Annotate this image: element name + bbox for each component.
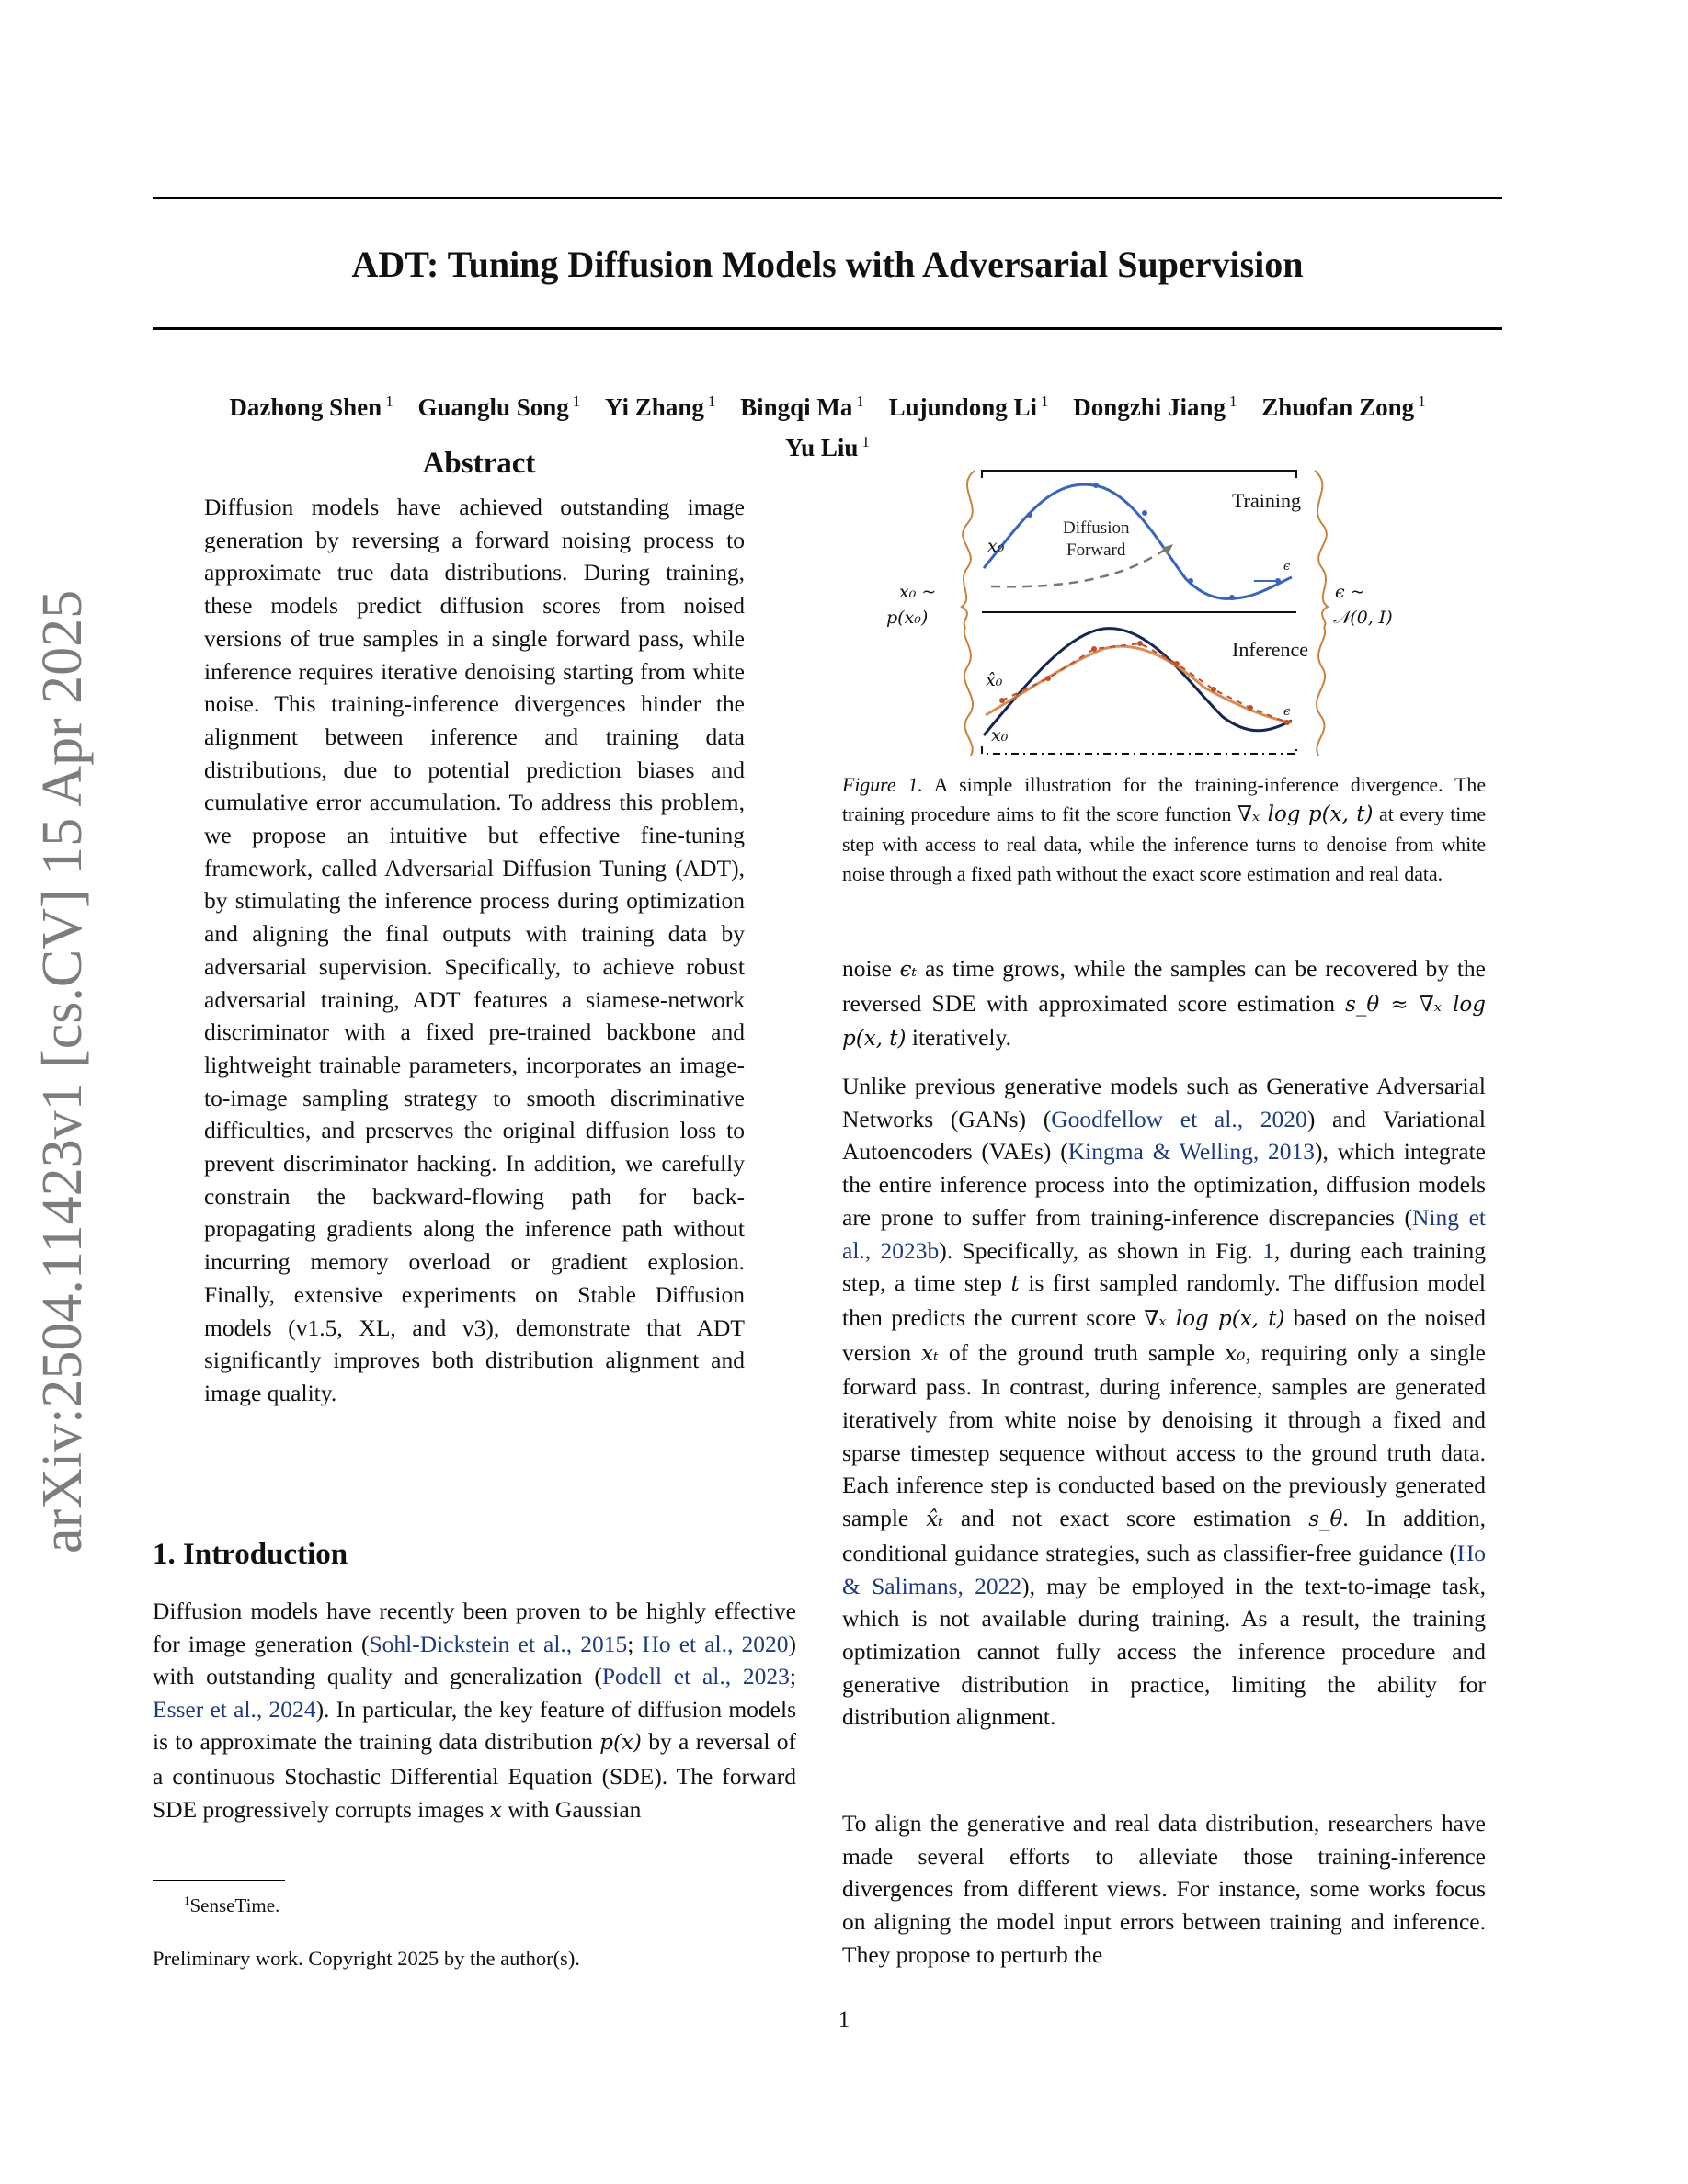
x0-top-label: x₀ [987,536,1005,556]
right-paragraph-1: noise ϵₜ as time grows, while the samples can be recovered by the reversed SDE with approximated score estimation s_θ ≈ ∇ₓ log p(x, t) iteratively. [842,955,1486,1052]
left-brace-bottom [964,627,973,756]
math-inline: x₀ [1225,1341,1246,1366]
paper-title: ADT: Tuning Diffusion Models with Adversarial Supervision [351,244,1304,285]
left-dist-label-1: x₀ ~ [899,582,937,602]
math-inline: ∇ₓ log p(x, t) [1144,1306,1285,1331]
author: Zhuofan Zong $^1$ [1261,392,1426,421]
author: Guanglu Song $^1$ [417,392,581,421]
math-inline: ∇ₓ log p(x, t) [1237,802,1374,827]
right-brace-top [1315,471,1328,627]
citation-link[interactable]: Podell et al., 2023 [601,1663,790,1690]
right-dist-label-2: 𝒩(0, I) [1333,608,1393,628]
right-dist-label-1: ϵ ~ [1335,582,1365,602]
math-inline: ϵₜ [899,958,918,982]
author: Bingqi Ma $^1$ [740,392,864,421]
diffusion-label: Diffusion [1063,518,1130,538]
citation-link[interactable]: Kingma & Welling, 2013 [1067,1138,1316,1166]
citation-link[interactable]: Ho et al., 2020 [642,1630,789,1657]
footnote-rule [153,1880,285,1881]
math-inline: t [1010,1272,1020,1297]
right-paragraph-3: To align the generative and real data distribution, researchers have made several efforts to alleviate those training-inference divergences from different views. For instance, some works focus on aligning the model input errors between training and inference. They propose to perturb the [842,1810,1486,1968]
figure-1-caption: Figure 1. A simple illustration for the training-inference divergence. The training procedure aims to fit the score function ∇ₓ log p(x, t) at every time step with access to real data, while the inference turns to denoise from white noise through a fixed path without the exact score estimation and real data. [842,774,1486,886]
figure-1-diagram [883,460,1434,763]
figure-label: Figure 1. [842,774,923,796]
section-heading-introduction: 1. Introduction [153,1538,348,1571]
right-brace-bottom [1317,627,1325,756]
top-bracket [982,471,1296,478]
author: Lujundong Li $^1$ [888,392,1049,421]
intro-paragraph: Diffusion models have recently been proven to be highly effective for image generation (Sohl-Dickstein et al., 2015; Ho et al., 2020) with outstanding quality and generalization (Podell et al., 2023; Esser et al., 2024). In particular, the key feature of diffusion models is to approximate the training data distribution p(x) by a reversal of a continuous Stochastic Differential Equation (SDE). The forward SDE progressively corrupts images x with Gaussian [153,1598,797,1823]
citation-link[interactable]: Goodfellow et al., 2020 [1051,1105,1307,1132]
math-inline: s_θ [1308,1507,1343,1532]
footnote: $^1$SenseTime. [184,1894,280,1917]
math-inline: x̂ₜ [926,1507,943,1532]
x0-bottom-label: x₀ [991,725,1009,745]
arxiv-stamp: arXiv:2504.11423v1 [cs.CV] 15 Apr 2025 [31,589,94,1553]
eps-top-label: ϵ [1283,560,1291,574]
copyright-note: Preliminary work. Copyright 2025 by the author(s). [153,1947,580,1970]
author: Yu Liu $^1$ [785,433,870,461]
forward-label: Forward [1066,540,1126,560]
citation-link[interactable]: Sohl-Dickstein et al., 2015 [369,1630,628,1657]
math-inline: x [489,1798,502,1823]
citation-link[interactable]: Ho & Salimans, 2022 [842,1539,1486,1599]
abstract-text: Diffusion models have achieved outstanding image generation by reversing a forward noising process to approximate true data distributions. During training, these models predict diffusion scores from noised versions of true samples in a single forward pass, while inference requires iterative denoising starting from white noise. This training-inference divergences hinder the alignment between inference and training data distributions, due to potential prediction biases and cumulative error accumulation. To address this problem, we propose an intuitive but effective fine-tuning framework, called Adversarial Diffusion Tuning (ADT), by stimulating the inference process during optimization and aligning the final outputs with training data by adversarial supervision. Specifically, to achieve robust adversarial training, ADT features a siamese-network discriminator with a fixed pre-trained backbone and lightweight trainable parameters, incorporates an image-to-image sampling strategy to smooth discriminative difficulties, and preserves the original diffusion loss to prevent discriminator hacking. In addition, we carefully constrain the backward-flowing path for back-propagating gradients along the inference path without incurring memory overload or gradient explosion. Finally, extensive experiments on Stable Diffusion models (v1.5, XL, and v3), demonstrate that ADT significantly improves both distribution alignment and image quality. [204,494,745,1406]
citation-link[interactable]: Ning et al., 2023b [842,1203,1486,1264]
title-rule-bottom [153,327,1502,330]
math-inline: p(x) [599,1731,642,1756]
math-inline: xₜ [921,1341,939,1366]
right-paragraph-2: Unlike previous generative models such as Generative Adversarial Networks (GANs) (Goodfellow et al., 2020) and Variational Autoencoders (VAEs) (Kingma & Welling, 2013), which integrate the entire inference process into the optimization, diffusion models are prone to suffer from training-inference discrepancies (Ning et al., 2023b). Specifically, as shown in Fig. 1, during each training step, a time step t is first sampled randomly. The diffusion model then predicts the current score ∇ₓ log p(x, t) based on the noised version xₜ of the ground truth sample x₀, requiring only a single forward pass. In contrast, during inference, samples are generated iteratively from white noise by denoising it through a fixed and sparse timestep sequence without access to the ground truth data. Each inference step is conducted based on the previously generated sample x̂ₜ and not exact score estimation s_θ. In addition, conditional guidance strategies, such as classifier-free guidance (Ho & Salimans, 2022), may be employed in the text-to-image task, which is not available during training. As a result, the training optimization cannot fully access the inference procedure and generative distribution in practice, limiting the ability for distribution alignment. [842,1073,1486,1731]
author: Yi Zhang $^1$ [605,392,716,421]
author: Dazhong Shen $^1$ [229,392,393,421]
math-inline: s_θ ≈ ∇ₓ log p(x, t) [842,992,1486,1052]
training-label: Training [1232,489,1301,512]
author: Dongzhi Jiang $^1$ [1073,392,1237,421]
page-number: 1 [838,2008,850,2032]
title-rule-top [153,197,1502,199]
left-dist-label-2: p(x₀) [886,608,929,628]
x0hat-label: x̂₀ [986,670,1003,690]
inference-label: Inference [1232,638,1309,661]
abstract-heading: Abstract [422,447,536,480]
figure-ref-link[interactable]: 1 [1262,1236,1274,1264]
bottom-bracket [982,746,1296,754]
eps-bottom-label: ϵ [1283,705,1291,719]
citation-link[interactable]: Esser et al., 2024 [153,1695,316,1723]
left-brace-top [962,471,975,627]
